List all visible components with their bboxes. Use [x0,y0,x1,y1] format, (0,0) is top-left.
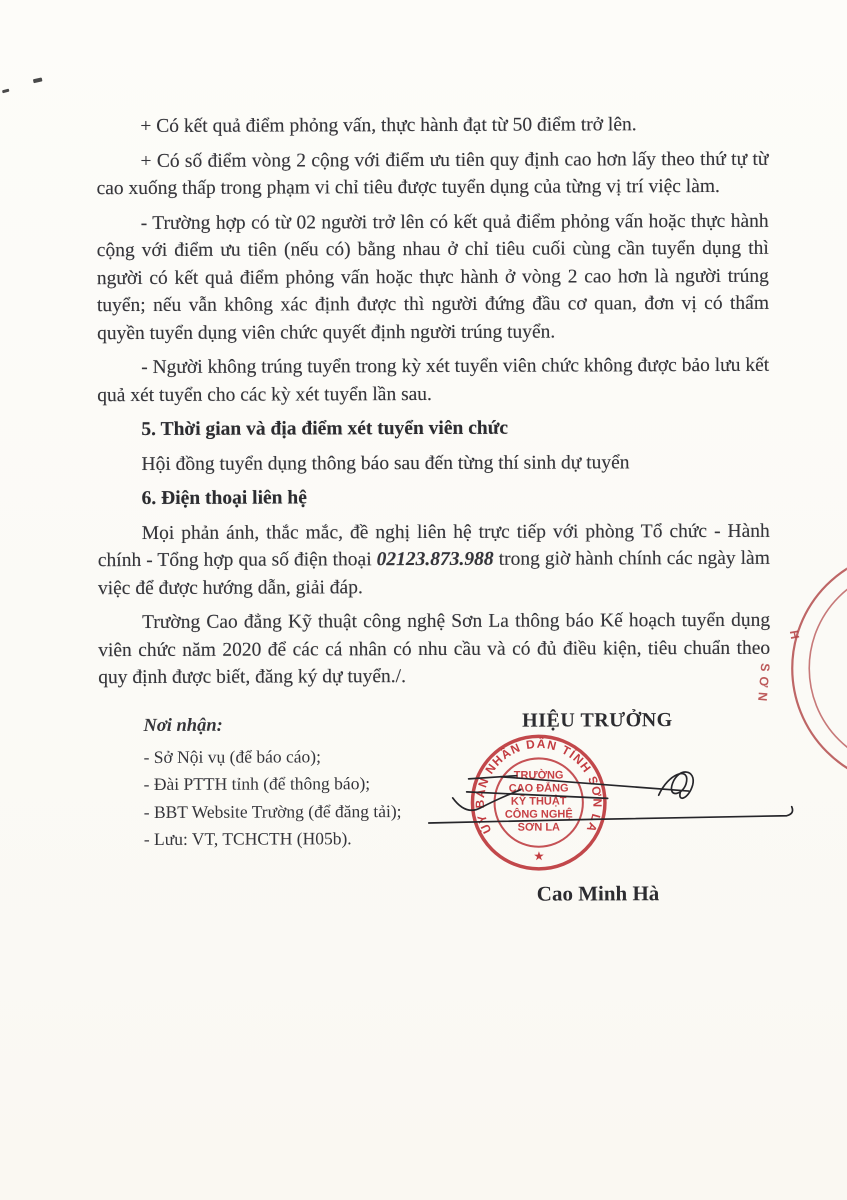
paragraph-round2-score: + Có số điểm vòng 2 cộng với điểm ưu tiên quy định cao hơn lấy theo thứ tự từ cao xuống thấp trong phạm vi chỉ tiêu được tuyển dụng của từng vị trí việc làm. [96,148,769,200]
section-6-heading: 6. Điện thoại liên hệ [141,487,307,509]
edge-seal-fragment [754,564,847,774]
edge-seal-letter: SƠN [754,662,773,707]
seal-center-line: TRƯỜNG [513,769,564,782]
contact-text-before: Mọi phản ánh, thắc mắc, đề nghị liên hệ trực tiếp với phòng Tổ chức - Hành chính - Tổng hợp qua số điện thoại [97,520,770,572]
recipient-item: - Lưu: VT, TCHCTH (H05b). [143,828,352,849]
paragraph-tie-break: - Trường hợp có từ 02 người trở lên có kết quả điểm phỏng vấn hoặc thực hành cộng với điểm ưu tiên (nếu có) bằng nhau ở chỉ tiêu cuối cùng cần tuyển dụng thì người có kết quả điểm phỏng vấn hoặc thực hành ở vòng 2 cao hơn là người trúng tuyển; nếu vẫn không xác định được thì người đứng đầu cơ quan, đơn vị có thẩm quyền tuyển dụng viên chức quyết định người trúng tuyển. [96,210,770,344]
seal-center-line: CAO ĐẲNG [508,782,569,795]
phone-number: 02123.873.988 [376,548,494,571]
recipient-item: - Sở Nội vụ (để báo cáo); [143,745,321,767]
section-5-heading: 5. Thời gian và địa điểm xét tuyển viên chức [141,417,509,440]
scan-speck [33,77,43,83]
seal-center-line: CÔNG NGHỆ [504,808,573,821]
scan-speck [2,89,10,94]
seal-star-icon: ★ [533,849,545,864]
edge-seal-letter: H [786,629,803,641]
paragraph-contact [98,517,770,602]
recipients-block [143,712,401,853]
seal-ring-text: ỦY BAN NHÂN DÂN TỈNH SƠN LA [472,736,605,836]
paragraph-no-reserve: - Người không trúng tuyển trong kỳ xét tuyển viên chức không được bảo lưu kết quả xét tuyển cho các kỳ xét tuyển lần sau. [97,354,770,406]
handwritten-signature [421,755,811,840]
paragraph-interview-score: + Có kết quả điểm phỏng vấn, thực hành đạt từ 50 điểm trở lên. [140,114,637,137]
contact-text-after: trong giờ hành chính các ngày làm việc để được hướng dẫn, giải đáp. [97,547,770,599]
paragraph-notify-candidates: Hội đồng tuyển dụng thông báo sau đến từng thí sinh dự tuyển [141,451,630,475]
edge-seal-arcs-icon [760,564,847,774]
recipient-item: - Đài PTTH tỉnh (để thông báo); [143,773,371,794]
paragraph-closing: Trường Cao đẳng Kỹ thuật công nghệ Sơn La thông báo Kế hoạch tuyển dụng viên chức năm 2020 để các cá nhân có nhu cầu và có đủ điều kiện, tiêu chuẩn theo quy định được biết, đăng ký dự tuyển./. [98,609,771,689]
signer-title: HIỆU TRƯỞNG [522,709,673,732]
recipients-label: Nơi nhận: [143,715,223,736]
seal-center-line: KỸ THUẬT [510,795,567,808]
seal-center-line: SƠN LA [517,821,561,834]
document-body [96,111,770,699]
signer-name: Cao Minh Hà [536,881,660,906]
recipient-item: - BBT Website Trường (để đăng tải); [143,800,402,822]
